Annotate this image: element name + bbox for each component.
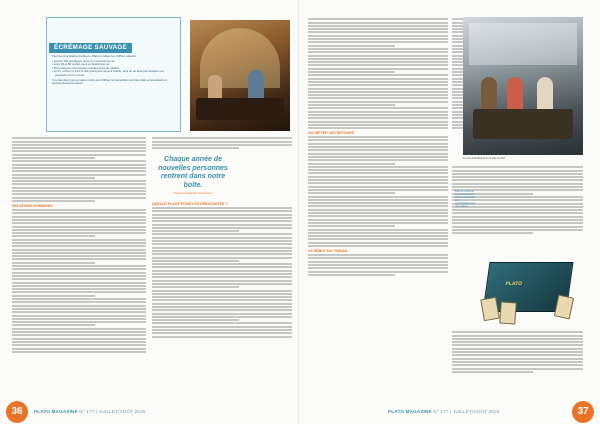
body-text-lines (152, 207, 292, 338)
side-caption: Plato se consacre au développement des jeux de société et à l'accompagnement des auteurs. (455, 190, 476, 208)
box-title: ÉCRÉMAGE SAUVAGE (49, 43, 132, 53)
pull-quote (151, 156, 235, 195)
box-bullet: • 50 prototypes commandés / étudiés entre les studios (52, 65, 120, 70)
body-text-lines (308, 18, 448, 129)
pull-quote-text: Chaque année de nouvelles personnes rentrent dans notre boîte. (158, 156, 228, 189)
right-page-number: 37 (572, 401, 594, 423)
photo-caption: Le coin ludothèque de la ville de Kiel. (463, 157, 506, 160)
section-heading: ACCEPTER LES RETOURS (308, 130, 355, 135)
right-col-1 (308, 17, 448, 397)
box-bullet: • entre 40 et 80 rendez-vous en festival par an (52, 62, 110, 67)
body-text-lines (308, 254, 448, 276)
left-footer-text: PLATO MAGAZINE N° 177 | JUILLET/AOÛT 2025 (34, 409, 146, 414)
ludotheque-photo (463, 17, 583, 155)
body-text-lines (452, 331, 583, 373)
box-body (52, 55, 176, 87)
section-heading: LE DÉBUT DU TRAVAIL (308, 248, 349, 253)
left-text-column (12, 136, 146, 396)
box-bullet: • en fin, environ 1 à 10 % des prototypes reçus à l'étude, dont un de deux par lesquels vos proposés sont en cours. (52, 69, 164, 77)
box-closing: Il ne faut donc pas se battre contre ces chiffres, la compétition est très réelle et les auteurs et autrices doivent le savoir. (52, 77, 167, 86)
left-page-number: 36 (6, 401, 28, 423)
body-text-lines (12, 209, 146, 353)
board-game-image: PLATO (478, 256, 583, 326)
mid-text-column (152, 200, 292, 396)
right-footer-text: PLATO MAGAZINE N° 177 | JUILLET/AOÛT 2025 (388, 409, 500, 414)
right-col-2-bottom (452, 330, 583, 396)
box-bullet: • plus de 300 prototypes reçus en moyenne par an (52, 58, 115, 63)
mid-top-text (152, 136, 292, 154)
game-session-photo (190, 20, 290, 131)
section-heading: RELATIONS HUMAINES (12, 203, 53, 208)
right-col-2-lower (452, 165, 583, 251)
ecremage-sauvage-box (46, 17, 181, 132)
section-heading: QUELLE PLACE POUR LES DÉBUTANTES ? (152, 201, 228, 206)
pull-quote-source: François Grandguillot, Catch Games (173, 192, 213, 196)
body-text-lines (308, 136, 448, 247)
box-intro: Pour les cinq studios d'éditeurs, Plato a indiqué les chiffres suivants : (52, 54, 138, 58)
body-text-lines (12, 137, 146, 202)
